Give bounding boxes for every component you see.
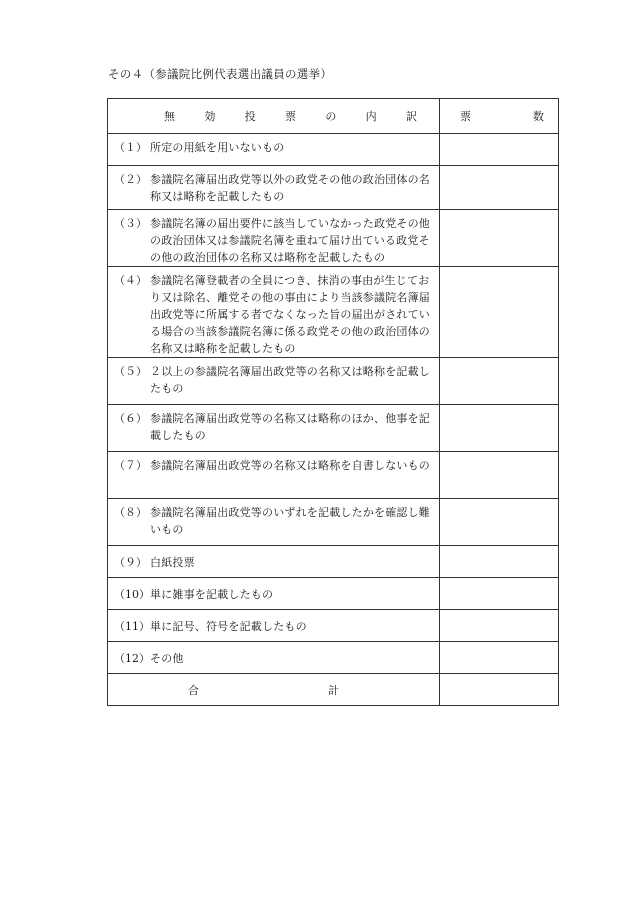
header-char: 訳	[405, 110, 417, 123]
count-cell[interactable]	[440, 267, 559, 358]
row-number: （５）	[114, 365, 147, 378]
table-row	[108, 546, 559, 578]
table-row	[108, 358, 559, 405]
row-text: 参議院名簿届出政党等の名称又は略称のほか、他事を記載したもの	[150, 412, 430, 442]
count-cell[interactable]	[440, 166, 559, 210]
header-char: の	[325, 110, 337, 123]
count-cell[interactable]	[440, 134, 559, 166]
row-text: 単に記号、符号を記載したもの	[150, 620, 307, 633]
row-text: 参議院名簿届出政党等のいずれを記載したかを確認し難いもの	[150, 506, 430, 536]
count-cell[interactable]	[440, 210, 559, 267]
header-char: 無	[164, 110, 175, 123]
row-text: 参議院名簿の届出要件に該当していなかった政党その他の政治団体又は参議院名簿を重ねて届け出ている政党その他の政治団体の名称又は略称を記載したもの	[150, 217, 430, 264]
page-title: その４（参議院比例代表選出議員の選挙）	[108, 67, 333, 81]
row-text: 所定の用紙を用いないもの	[150, 141, 285, 154]
row-number: （10）	[114, 588, 150, 601]
table-row	[108, 610, 559, 642]
row-text: 参議院名簿届出政党等以外の政党その他の政治団体の名称又は略称を記載したもの	[150, 173, 430, 203]
row-number: （11）	[114, 620, 150, 633]
invalid-votes-table	[107, 98, 559, 706]
count-cell[interactable]	[440, 642, 559, 674]
table-row	[108, 642, 559, 674]
row-text: その他	[150, 652, 184, 665]
count-cell[interactable]	[440, 499, 559, 546]
count-cell[interactable]	[440, 358, 559, 405]
total-char: 合	[188, 683, 199, 697]
table-row	[108, 578, 559, 610]
table-row	[108, 452, 559, 499]
header-char: 投	[244, 110, 256, 123]
total-char: 計	[328, 683, 339, 697]
count-cell[interactable]	[440, 578, 559, 610]
table-row	[108, 499, 559, 546]
total-row	[108, 674, 559, 706]
count-cell[interactable]	[440, 405, 559, 452]
count-cell[interactable]	[440, 610, 559, 642]
row-number: （９）	[114, 556, 147, 569]
row-number: （２）	[114, 173, 147, 186]
total-count-cell[interactable]	[440, 674, 559, 706]
row-number: （３）	[114, 217, 147, 230]
header-char: 票	[284, 110, 296, 123]
table-header-row	[108, 99, 559, 134]
row-number: （８）	[114, 506, 147, 519]
row-number: （６）	[114, 412, 147, 425]
table-row	[108, 405, 559, 452]
header-breakdown	[108, 99, 440, 134]
count-cell[interactable]	[440, 452, 559, 499]
table-row	[108, 166, 559, 210]
row-text: 白紙投票	[150, 556, 195, 569]
table-row	[108, 134, 559, 166]
row-number: （12）	[114, 652, 150, 665]
row-number: （４）	[114, 274, 147, 287]
row-number: （７）	[114, 459, 147, 472]
total-label	[108, 674, 440, 706]
header-char: 内	[365, 110, 377, 123]
header-char: 数	[533, 110, 544, 123]
table-row	[108, 267, 559, 358]
row-text: 参議院名簿届出政党等の名称又は略称を自書しないもの	[150, 459, 430, 472]
row-text: 単に雑事を記載したもの	[150, 588, 274, 601]
row-text: 参議院名簿登載者の全員につき、抹消の事由が生じており又は除名、離党その他の事由により当該参議院名簿届出政党等に所属する者でなくなった旨の届出がされている場合の当該参議院名簿に係る政党その他の政治団体の名称又は略称を記載したもの	[150, 274, 430, 355]
row-text: ２以上の参議院名簿届出政党等の名称又は略称を記載したもの	[150, 365, 430, 395]
table-row	[108, 210, 559, 267]
header-char: 効	[204, 110, 216, 123]
count-cell[interactable]	[440, 546, 559, 578]
header-vote-count	[440, 99, 559, 134]
row-number: （１）	[114, 141, 147, 154]
header-char: 票	[460, 110, 471, 123]
